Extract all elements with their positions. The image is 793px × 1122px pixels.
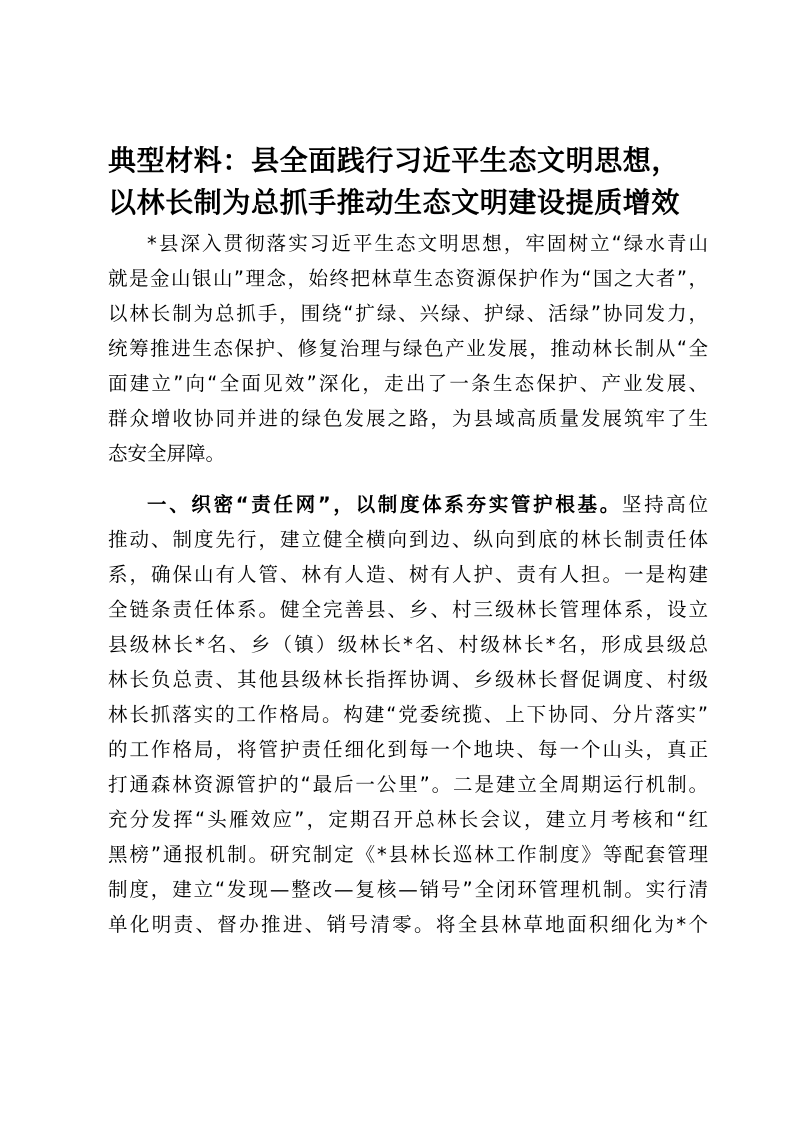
section-1-line: 的工作格局，将管护责任细化到每一个地块、每一个山头，真正 [108,738,708,761]
section-1-first-line-rest: 坚持高位 [621,493,708,516]
section-1-line: 充分发挥“头雁效应”，定期召开总林长会议，建立月考核和“红 [108,808,708,831]
intro-line: 态安全屏障。 [108,442,226,465]
intro-line: *县深入贯彻落实习近平生态文明思想，牢固树立“绿水青山 [147,232,708,255]
section-1-line: 系，确保山有人管、林有人造、树有人护、责有人担。一是构建 [108,563,708,586]
document-title-line-1: 典型材料：县全面践行习近平生态文明思想， [108,144,681,177]
intro-line: 统筹推进生态保护、修复治理与绿色产业发展，推动林长制从“全 [108,337,708,360]
section-1-line: 推动、制度先行，建立健全横向到边、纵向到底的林长制责任体 [108,528,708,551]
section-1-line: 制度，建立“发现—整改—复核—销号”全闭环管理机制。实行清 [108,878,708,901]
section-1-line: 单化明责、督办推进、销号清零。将全县林草地面积细化为*个 [108,913,708,936]
section-1-line: 县级林长*名、乡（镇）级林长*名、村级林长*名，形成县级总 [108,633,708,656]
section-1-line: 黑榜”通报机制。研究制定《*县林长巡林工作制度》等配套管理 [108,843,708,866]
section-1-line: 打通森林资源管护的“最后一公里”。二是建立全周期运行机制。 [108,773,708,796]
section-1-heading: 一、织密“责任网”，以制度体系夯实管护根基。 [147,493,622,516]
intro-line: 群众增收协同并进的绿色发展之路，为县域高质量发展筑牢了生 [108,407,708,430]
section-1-first-line [147,492,708,518]
section-1-line: 林长负总责、其他县级林长指挥协调、乡级林长督促调度、村级 [108,668,708,691]
intro-line: 就是金山银山”理念，始终把林草生态资源保护作为“国之大者”， [108,267,708,290]
section-1-line: 林长抓落实的工作格局。构建“党委统揽、上下协同、分片落实” [108,703,708,726]
section-1-line: 全链条责任体系。健全完善县、乡、村三级林长管理体系，设立 [108,598,708,621]
document-title-line-2: 以林长制为总抓手推动生态文明建设提质增效 [108,186,681,219]
intro-line: 面建立”向“全面见效”深化，走出了一条生态保护、产业发展、 [108,372,708,395]
intro-line: 以林长制为总抓手，围绕“扩绿、兴绿、护绿、活绿”协同发力， [108,302,708,325]
